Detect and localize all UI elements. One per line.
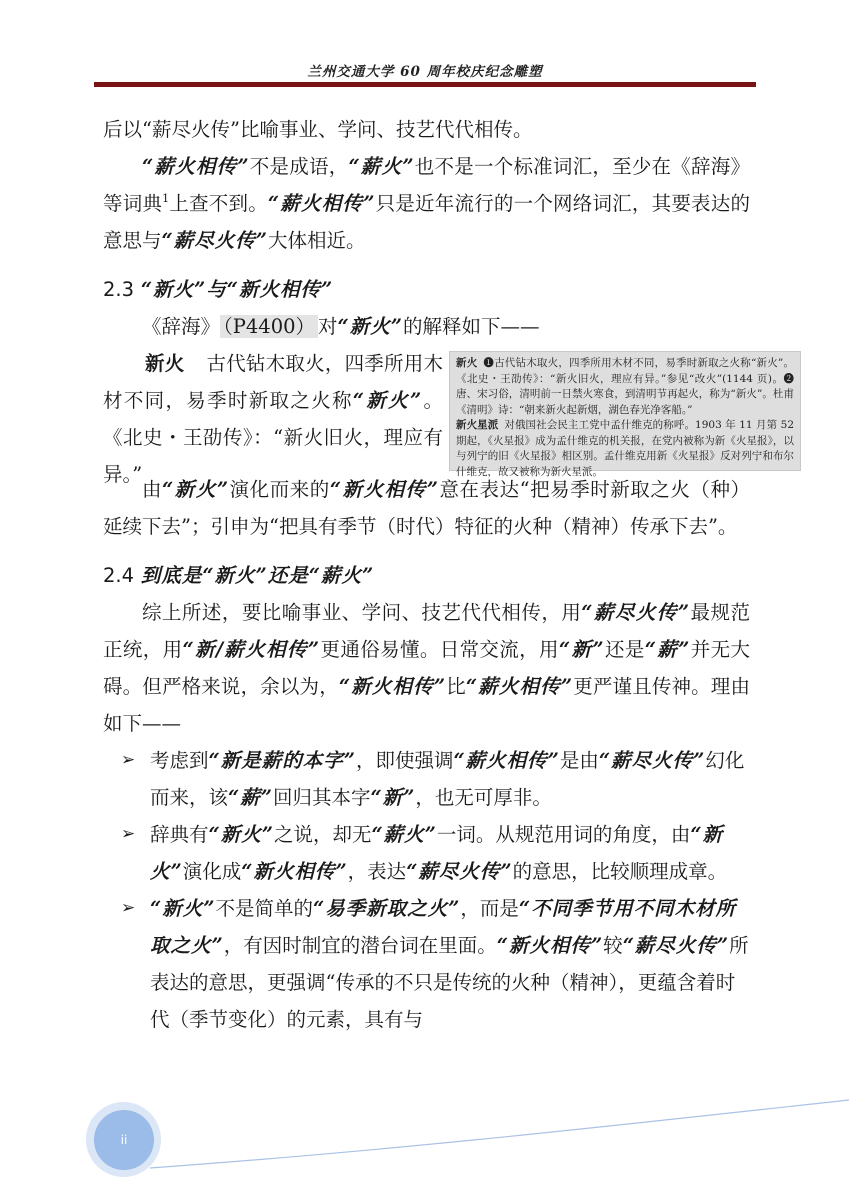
paragraph-1 (103, 111, 750, 148)
term: “新是薪的本字” (208, 749, 356, 772)
text-run: 一词。从规范用词的角度，由 (436, 823, 691, 846)
dict-entry-text: 对俄国社会民主工党中孟什维克的称呼。1903 年 11 月第 52 期起，《火星报》成为孟什维克的机关报，在党内被称为新《火星报》，以与列宁的旧《火星报》相区别。孟什维克用新《火星报》反对列宁和布尔什维克，故又被称为新火星派。 (456, 419, 794, 478)
text-run: 所表达的意思，更强调“传承的不只是传统的火种（精神），更蕴含着时代（季节变化）的元素，具有与 (150, 934, 749, 1031)
text-run: 之说，却无 (273, 823, 372, 846)
arrow-bullet-icon: ➢ (121, 824, 136, 844)
term: “新火” (162, 478, 230, 501)
term: “薪” (228, 786, 273, 809)
term: “新/薪火相传” (182, 638, 321, 661)
term: “新火相传” (496, 934, 604, 957)
term: “新火” (208, 823, 274, 846)
arrow-bullet-icon: ➢ (121, 898, 136, 918)
text-run: ，表达 (347, 860, 407, 883)
text-run: 最规范正统，用 (103, 601, 750, 661)
arrow-bullet-icon: ➢ (121, 750, 136, 770)
term: “新” (558, 638, 605, 661)
text-run: 更严谨且传神。理由如下—— (103, 675, 750, 735)
term: “薪尽火传” (161, 229, 268, 252)
term: “新火” (337, 315, 403, 338)
term: “薪尽火传” (622, 934, 730, 957)
text-run: 的意思，比较顺理成章。 (512, 860, 728, 883)
text-run: 综上所述，要比喻事业、学问、技艺代代相传，用 (142, 601, 582, 624)
term: “易季新取之火” (312, 897, 461, 920)
text-run: 不是简单的 (215, 897, 313, 920)
text-run: 较 (603, 934, 623, 957)
text-run: 考虑到 (150, 749, 209, 772)
text-run: 意在表达“把易季时新取之火（种）延续下去”；引申为“把具有季节（时代）特征的火种（精神）传承下去”。 (103, 478, 750, 538)
term: “薪火相传” (142, 155, 250, 178)
text-run: 更通俗易懂。日常交流，用 (320, 638, 559, 661)
dict-entry-2 (456, 418, 794, 480)
text-run: 并无大碍。但严格来说，余以为， (103, 638, 750, 698)
text-run: ，而是 (460, 897, 519, 920)
term: “新火” (150, 823, 724, 883)
text-run: 上查不到。 (169, 192, 268, 215)
text-run: ，有因时制宜的潜台词在里面。 (223, 934, 497, 957)
term: “薪火相传” (453, 749, 560, 772)
text-run: 演化而来的 (229, 478, 330, 501)
text-run: 对 (318, 315, 338, 338)
highlighted-page-ref: （P4400） (220, 315, 318, 338)
dict-entry-1 (456, 356, 794, 418)
term: “薪火相传” (465, 675, 574, 698)
text-run: 幻化而来，该 (150, 749, 745, 809)
text-run: 的解释如下—— (402, 315, 540, 338)
text-run: 《辞海》 (142, 315, 221, 338)
dict-entry-head: 新火星派 (456, 419, 499, 431)
term: “不同季节用不同木材所取之火” (150, 897, 737, 957)
dict-entry-head: 新火 (456, 357, 478, 369)
definition-term: 新火 (145, 352, 185, 375)
dictionary-scan-image (449, 351, 801, 478)
running-header: 兰州交通大学 60 周年校庆纪念雕塑 (307, 64, 543, 80)
text-run: ，也无可厚非。 (415, 786, 552, 809)
dict-entry-text: ❶古代钻木取火，四季所用木材不同，易季时新取之火称“新火”。《北史・王劭传》：“新火旧火，理应有异。”参见“改火”(1144 页)。❷唐、宋习俗，清明前一日禁火寒食，到清明节再起火，称为“新火”。杜甫《清明》诗：“朝来新火起新烟，湖色春光净客船。” (456, 357, 794, 416)
page-body (103, 111, 794, 1038)
section-heading-2-4 (103, 557, 750, 594)
text-run: 大体相近。 (267, 229, 366, 252)
term: “薪尽火传” (406, 860, 513, 883)
section-title: 到底是“新火”还是“薪火” (140, 564, 375, 587)
list-item (103, 742, 750, 816)
header-rule (94, 82, 756, 87)
term: “薪火” (371, 823, 437, 846)
term: “新火相传” (241, 860, 348, 883)
paragraph-summary (103, 594, 750, 742)
paragraph-2 (103, 148, 750, 259)
paragraph-cihai-intro (103, 308, 750, 345)
reasons-list (103, 742, 750, 1038)
footnote-marker[interactable]: 1 (162, 192, 170, 205)
term: “新火” (150, 897, 216, 920)
text-run: 由 (142, 478, 163, 501)
term: “薪火相传” (267, 192, 376, 215)
term: “新火相传” (338, 675, 447, 698)
text-run: 古代钻木取火，四季所用木材不同，易季时新取之火称 (103, 352, 443, 412)
term: “薪尽火传” (598, 749, 706, 772)
paragraph-1-text: 后以“薪尽火传”比喻事业、学问、技艺代代相传。 (103, 118, 533, 141)
text-run: 只是近年流行的一个网络词汇，其要表达的意思与 (103, 192, 750, 252)
text-run: 回归其本字 (272, 786, 371, 809)
text-run: 比 (446, 675, 466, 698)
list-item (103, 816, 750, 890)
text-run: 辞典有 (150, 823, 209, 846)
list-item (103, 890, 750, 1038)
term: “新火相传” (329, 478, 439, 501)
term: “新火” (352, 389, 423, 412)
term: “薪火” (348, 155, 415, 178)
text-run: 是由 (559, 749, 599, 772)
text-run: 也不是一个标准词汇，至少在《辞海》等词典 (103, 155, 750, 215)
text-run: 不是成语， (249, 155, 349, 178)
section-title: “新火”与“新火相传” (140, 278, 334, 301)
text-run: 演化成 (182, 860, 242, 883)
term: “新” (370, 786, 416, 809)
section-number: 2.3 (103, 278, 135, 301)
term: “薪” (644, 638, 691, 661)
section-heading-2-3 (103, 271, 750, 308)
text-run: 还是 (604, 638, 645, 661)
text-run: 。《北史・王劭传》：“新火旧火，理应有异。” (103, 389, 443, 486)
term: “薪尽火传” (581, 601, 691, 624)
text-run: ，即使强调 (355, 749, 454, 772)
definition-with-clipping (103, 345, 794, 486)
definition-text (103, 345, 443, 493)
section-number: 2.4 (103, 564, 135, 587)
page-number: ii (120, 1133, 128, 1147)
